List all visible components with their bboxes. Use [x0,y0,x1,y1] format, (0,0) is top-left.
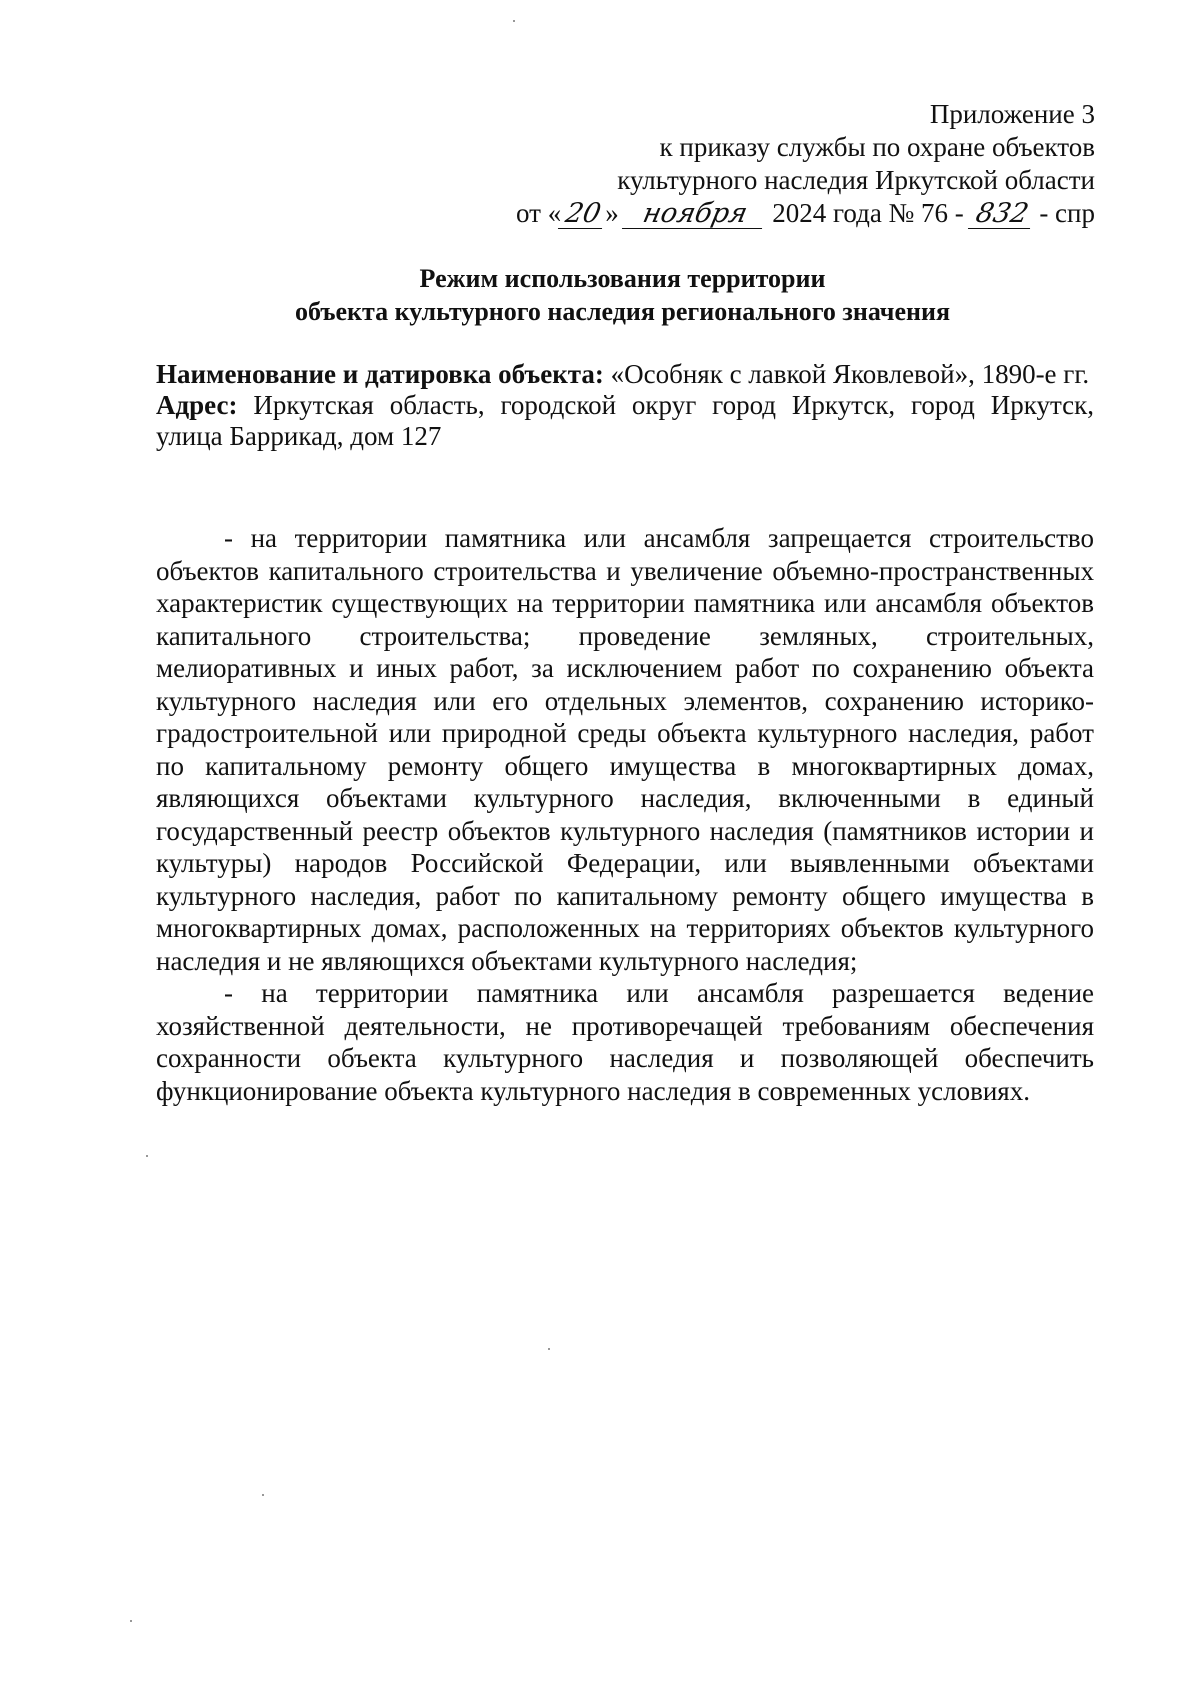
order-suffix: - спр [1039,198,1095,228]
regime-text [156,522,1094,1107]
object-name-row [156,359,1094,390]
scan-speck [130,1620,132,1622]
title-line-2: объекта культурного наследия регионального значения [294,297,951,326]
paragraph-prohibitions: - на территории памятника или ансамбля запрещается строительство объектов капитального строительства и увеличение объемно-пространственных характеристик существующих на территории памятника или ансамбля объектов капитального строительства; проведение земляных, строительных, мелиоративных и иных работ, за исключением работ по сохранению объекта культурного наследия или его отдельных элементов, сохранению историко-градостроительной или природной среды объекта культурного наследия, работ по капитальному ремонту общего имущества в многоквартирных домах, являющихся объектами культурного наследия, включенными в единый государственный реестр объектов культурного наследия (памятников истории и культуры) народов Российской Федерации, или выявленными объектами культурного наследия, работ по капитальному ремонту общего имущества в многоквартирных домах, расположенных на территориях объектов культурного наследия и не являющихся объектами культурного наследия; [156,523,1094,976]
scan-speck [513,20,515,22]
paragraph-permissions: - на территории памятника или ансамбля разрешается ведение хозяйственной деятельности, не противоречащей требованиям обеспечения сохранности объекта культурного наследия и позволяющей обеспечить функционирование объекта культурного наследия в современных условиях. [156,978,1094,1106]
title-line-1: Режим использования территории [419,264,826,293]
object-name-label: Наименование и датировка объекта: [156,359,604,389]
date-year: 2024 года № 76 - [772,198,964,228]
scan-speck [262,1494,264,1496]
scan-speck [146,1155,148,1157]
scan-speck [548,1348,550,1350]
appendix-number: Приложение 3 [929,99,1095,129]
appendix-authority: культурного наследия Иркутской области [617,165,1095,195]
appendix-date-line [516,197,1095,230]
handwritten-day: 20 [558,200,608,229]
handwritten-order-number: 832 [967,200,1035,229]
handwritten-month: ноября [622,200,768,229]
appendix-header [516,98,1095,230]
object-address-value: Иркутская область, городской округ город Иркутск, город Иркутск, улица Баррикад, дом 127 [156,390,1095,451]
appendix-order-ref: к приказу службы по охране объектов [659,132,1095,162]
object-address-row [156,390,1094,452]
date-mid: » [605,198,619,228]
object-address-label: Адрес: [156,390,238,420]
date-prefix: от « [516,198,562,228]
object-name-value: «Особняк с лавкой Яковлевой», 1890-е гг. [610,359,1090,389]
object-info [156,359,1094,452]
document-title [150,262,1095,328]
